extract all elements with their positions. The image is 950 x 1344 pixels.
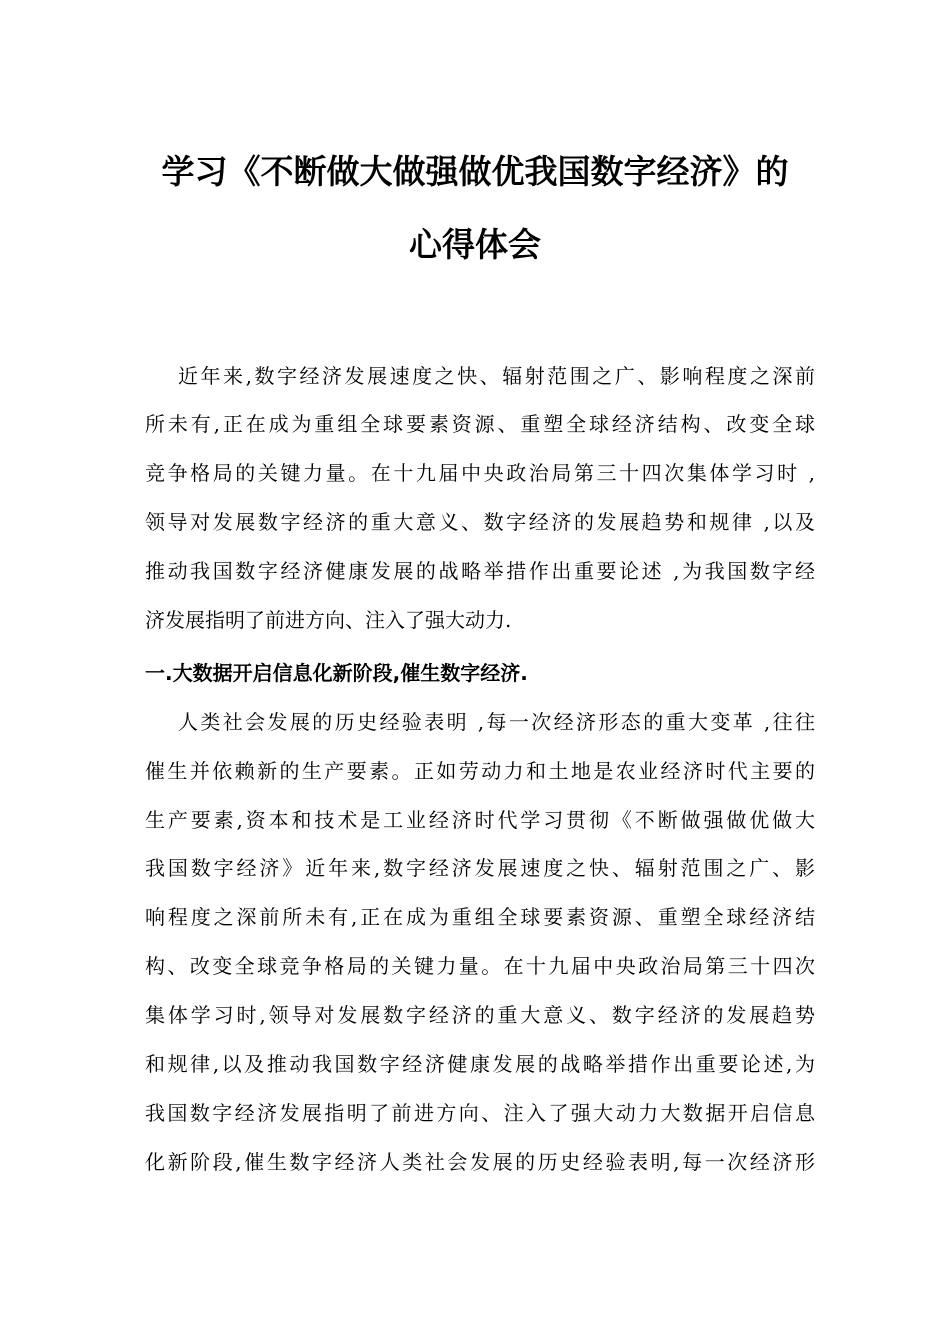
paragraph-2-line-4: 我国数字经济》近年来,数字经济发展速度之快、辐射范围之广、影 <box>145 856 815 880</box>
paragraph-1-line-5: 推动我国数字经济健康发展的战略举措作出重要论述 ,为我国数字经 <box>145 559 815 583</box>
paragraph-1-line-4: 领导对发展数字经济的重大意义、数字经济的发展趋势和规律 ,以及 <box>145 510 815 534</box>
paragraph-2-line-8: 和规律,以及推动我国数字经济健康发展的战略举措作出重要论述,为 <box>145 1052 815 1076</box>
paragraph-2-line-9: 我国数字经济发展指明了前进方向、注入了强大动力大数据开启信息 <box>145 1101 815 1125</box>
paragraph-1-line-6: 济发展指明了前进方向、注入了强大动力. <box>145 608 512 632</box>
paragraph-2-line-3: 生产要素,资本和技术是工业经济时代学习贯彻《不断做强做优做大 <box>145 808 815 832</box>
paragraph-2-line-10: 化新阶段,催生数字经济人类社会发展的历史经验表明,每一次经济形 <box>145 1150 815 1174</box>
section-1-heading: 一.大数据开启信息化新阶段,催生数字经济. <box>145 661 528 685</box>
paragraph-1-line-2: 所未有,正在成为重组全球要素资源、重塑全球经济结构、改变全球 <box>145 412 815 436</box>
paragraph-2-line-7: 集体学习时,领导对发展数字经济的重大意义、数字经济的发展趋势 <box>145 1003 815 1027</box>
paragraph-2-line-5: 响程度之深前所未有,正在成为重组全球要素资源、重塑全球经济结 <box>145 905 815 929</box>
paragraph-2-line-2: 催生并依赖新的生产要素。正如劳动力和土地是农业经济时代主要的 <box>145 759 815 783</box>
paragraph-2-line-6: 构、改变全球竞争格局的关键力量。在十九届中央政治局第三十四次 <box>145 954 815 978</box>
paragraph-1-line-1: 近年来,数字经济发展速度之快、辐射范围之广、影响程度之深前 <box>178 364 815 388</box>
paragraph-2-line-1: 人类社会发展的历史经验表明 ,每一次经济形态的重大变革 ,往往 <box>178 710 815 734</box>
paragraph-1-line-3: 竞争格局的关键力量。在十九届中央政治局第三十四次集体学习时 , <box>145 461 815 485</box>
document-title-line-2: 心得体会 <box>409 225 541 264</box>
document-title-line-1: 学习《不断做大做强做优我国数字经济》的 <box>161 152 789 191</box>
